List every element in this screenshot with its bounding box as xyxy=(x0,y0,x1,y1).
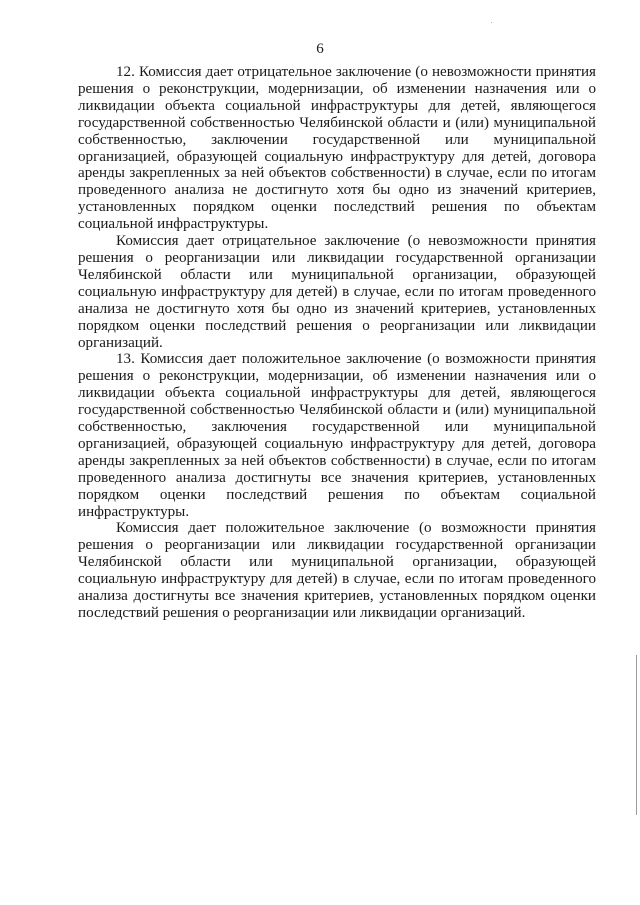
paragraph-13-positive-objects: 13. Комиссия дает положительное заключение (о возможности принятия решения о реконструкции, модернизации, об изменении назначения или о ликвидации объекта социальной инфраструктуры для детей, являющегося государственной собственностью Челябинской области и (или) муниципальной собственностью, заключения государственной или муниципальной организацией, образующей социальную инфраструктуру для детей, договора аренды закрепленных за ней объектов собственности) в случае, если по итогам проведенного анализа достигнуты все значения критериев, установленных порядком оценки последствий решения по объектам социальной инфраструктуры. xyxy=(78,351,596,520)
scan-edge-mark xyxy=(636,655,637,815)
page-number: 6 xyxy=(316,41,324,57)
paragraph-12-negative-objects: 12. Комиссия дает отрицательное заключение (о невозможности принятия решения о реконструкции, модернизации, об изменении назначения или о ликвидации объекта социальной инфраструктуры для детей, являющегося государственной собственностью Челябинской области и (или) муниципальной собственностью, заключении государственной или муниципальной организацией, образующей социальную инфраструктуру для детей, договора аренды закрепленных за ней объектов собственности) в случае, если по итогам проведенного анализа не достигнуто хотя бы одно из значений критериев, установленных порядком оценки последствий решения по объектам социальной инфраструктуры. xyxy=(78,64,596,233)
scan-speck xyxy=(491,22,492,23)
document-body xyxy=(78,64,596,622)
paragraph-negative-reorganization: Комиссия дает отрицательное заключение (о невозможности принятия решения о реорганизации или ликвидации государственной организации Челябинской области или муниципальной организации, образующей социальную инфраструктуру для детей) в случае, если по итогам проведенного анализа не достигнуто хотя бы одно из значений критериев, установленных порядком оценки последствий решения о реорганизации или ликвидации организаций. xyxy=(78,233,596,351)
paragraph-positive-reorganization: Комиссия дает положительное заключение (о возможности принятия решения о реорганизации или ликвидации государственной организации Челябинской области или муниципальной организации, образующей социальную инфраструктуру для детей) в случае, если по итогам проведенного анализа достигнуты все значения критериев, установленных порядком оценки последствий решения о реорганизации или ликвидации организаций. xyxy=(78,520,596,621)
